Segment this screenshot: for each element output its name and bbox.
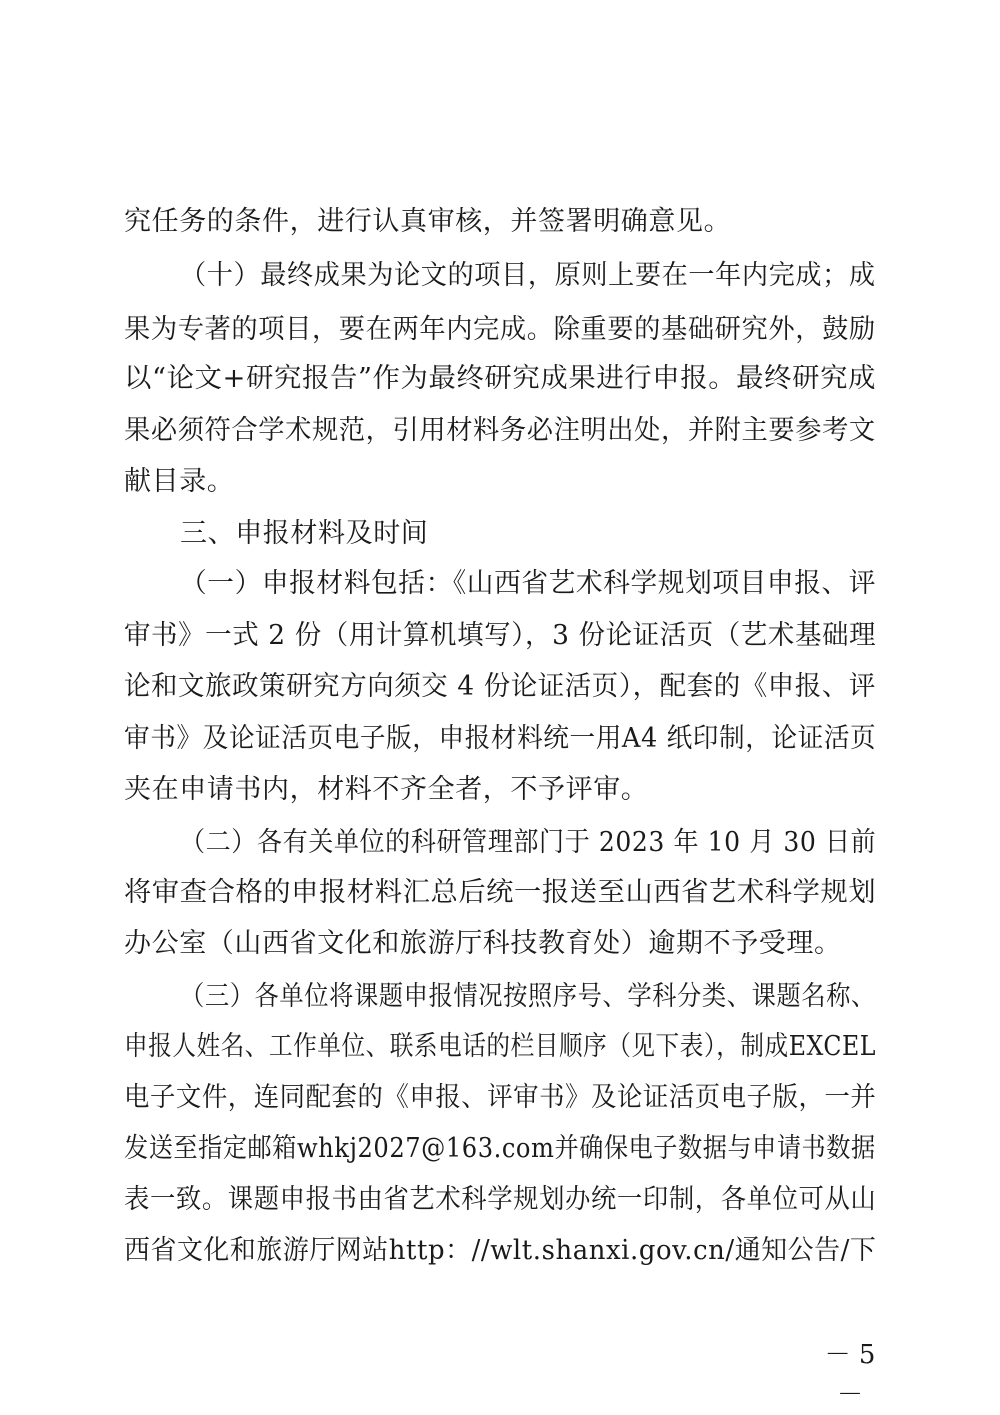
section-heading-text: 三、申报材料及时间 (180, 518, 429, 549)
text-line (0, 660, 1000, 714)
text-line (0, 352, 1000, 406)
text-line (0, 712, 1000, 766)
text-line-content: 献目录。 (124, 466, 235, 497)
text-line-content: （十）最终成果为论文的项目，原则上要在一年内完成；成 (180, 260, 876, 291)
text-line (0, 1071, 1000, 1125)
text-line-content: 果为专著的项目，要在两年内完成。除重要的基础研究外，鼓励 (124, 314, 876, 345)
text-line (0, 455, 1000, 509)
text-line (0, 557, 1000, 611)
text-line-content: 将审查合格的申报材料汇总后统一报送至山西省艺术科学规划 (124, 877, 877, 908)
page-number: － 5 － (824, 1340, 876, 1410)
text-line (0, 866, 1000, 920)
section-heading (0, 507, 1000, 561)
text-line (0, 303, 1000, 357)
text-line-content: 夹在申请书内，材料不齐全者，不予评审。 (124, 774, 649, 805)
text-line-content: 论和文旅政策研究方向须交 4 份论证活页），配套的《申报、评 (124, 671, 876, 702)
text-line (0, 249, 1000, 303)
text-line (0, 1173, 1000, 1227)
text-line (0, 1224, 1000, 1278)
text-line (0, 1020, 1000, 1074)
text-line (0, 404, 1000, 458)
text-line-content: 发送至指定邮箱whkj2027@163.com并确保电子数据与申请书数据 (124, 1133, 876, 1164)
text-line-content: 表一致。课题申报书由省艺术科学规划办统一印制，各单位可从山 (124, 1184, 877, 1215)
text-line-content: （二）各有关单位的科研管理部门于 2023 年 10 月 30 日前 (180, 827, 877, 858)
text-line (0, 763, 1000, 817)
text-line (0, 917, 1000, 971)
text-line (0, 609, 1000, 663)
text-line (0, 816, 1000, 870)
text-line-content: 办公室（山西省文化和旅游厅科技教育处）逾期不予受理。 (124, 928, 842, 959)
text-line (0, 195, 1000, 249)
text-line-content: 电子文件，连同配套的《申报、评审书》及论证活页电子版，一并 (124, 1082, 877, 1113)
text-line-content: 以“论文+研究报告”作为最终研究成果进行申报。最终研究成 (124, 363, 877, 394)
text-line-content: 果必须符合学术规范，引用材料务必注明出处，并附主要参考文 (124, 415, 876, 446)
text-line-content: 审书》一式 2 份（用计算机填写），3 份论证活页（艺术基础理 (124, 620, 877, 651)
text-line-content: 申报人姓名、工作单位、联系电话的栏目顺序（见下表），制成EXCEL (124, 1031, 877, 1062)
text-line (0, 970, 1000, 1024)
text-line (0, 1122, 1000, 1176)
text-line-content: （一）申报材料包括：《山西省艺术科学规划项目申报、评 (180, 568, 877, 599)
text-line-content: 审书》及论证活页电子版，申报材料统一用A4 纸印制，论证活页 (124, 723, 877, 754)
text-line-content: （三）各单位将课题申报情况按照序号、学科分类、课题名称、 (180, 981, 876, 1012)
text-line-content: 西省文化和旅游厅网站http：//wlt.shanxi.gov.cn/通知公告/下 (124, 1235, 877, 1266)
text-line-content: 究任务的条件，进行认真审核，并签署明确意见。 (124, 206, 732, 237)
